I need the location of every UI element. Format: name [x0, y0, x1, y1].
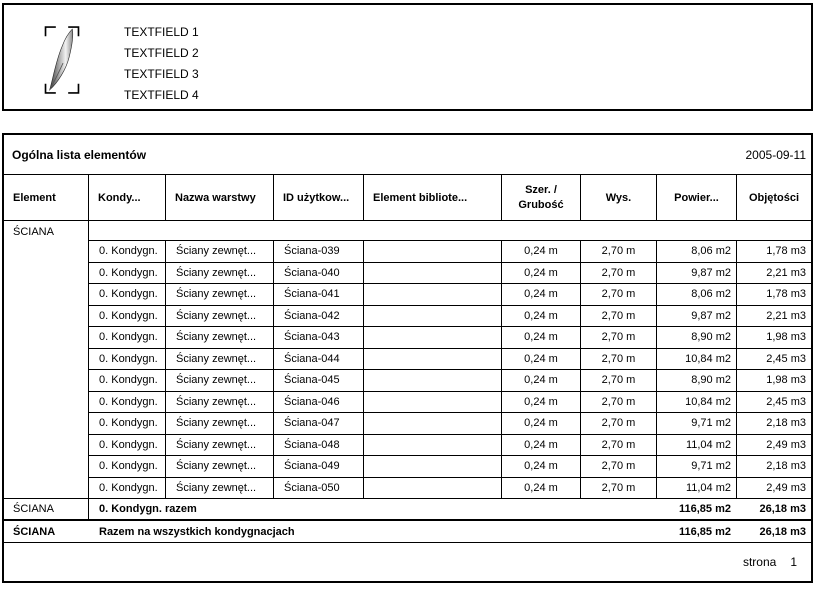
cell-id-uzytkownika: Ściana-046 — [274, 392, 364, 413]
element-group-cell — [4, 221, 89, 498]
table-row — [89, 456, 811, 478]
element-list-report — [2, 133, 813, 583]
cell-szerokosc: 0,24 m — [502, 306, 581, 327]
cell-szerokosc: 0,24 m — [502, 435, 581, 456]
page-footer — [4, 543, 811, 581]
bracket-bottom-right-icon — [68, 84, 78, 93]
cell-kondygnacja: 0. Kondygn. — [89, 284, 166, 305]
table-row — [89, 435, 811, 457]
cell-wysokosc: 2,70 m — [581, 349, 657, 370]
cell-element-biblioteczny — [364, 263, 502, 284]
cell-id-uzytkownika: Ściana-039 — [274, 241, 364, 262]
cell-element-biblioteczny — [364, 456, 502, 477]
cell-szerokosc: 0,24 m — [502, 349, 581, 370]
cell-szerokosc: 0,24 m — [502, 370, 581, 391]
cell-nazwa-warstwy: Ściany zewnęt... — [166, 370, 274, 391]
cell-objetosc: 2,18 m3 — [766, 460, 806, 473]
page-number: 1 — [790, 555, 797, 569]
col-header-objetosci: Objętości — [748, 191, 800, 204]
table-body — [4, 221, 811, 499]
cell-powierzchnia: 10,84 m2 — [657, 392, 737, 413]
cell-objetosc: 2,21 m3 — [766, 309, 806, 322]
cell-kondygnacja: 0. Kondygn. — [89, 392, 166, 413]
element-group-label: ŚCIANA — [13, 226, 54, 238]
header-logo-box — [2, 3, 813, 111]
table-row — [89, 370, 811, 392]
table-row — [89, 478, 811, 499]
cell-wysokosc: 2,70 m — [581, 306, 657, 327]
cell-powierzchnia: 8,06 m2 — [657, 284, 737, 305]
table-row — [89, 306, 811, 328]
cell-wysokosc: 2,70 m — [581, 284, 657, 305]
cell-element-biblioteczny — [364, 306, 502, 327]
cell-objetosc: 2,21 m3 — [766, 266, 806, 279]
storey-total-volume: 26,18 m3 — [759, 503, 806, 515]
cell-wysokosc: 2,70 m — [581, 435, 657, 456]
cell-kondygnacja: 0. Kondygn. — [89, 435, 166, 456]
cell-nazwa-warstwy: Ściany zewnęt... — [166, 263, 274, 284]
cell-powierzchnia: 9,71 m2 — [657, 413, 737, 434]
textfield-list — [124, 22, 199, 106]
textfield-label: TEXTFIELD 1 — [124, 25, 199, 39]
cell-kondygnacja: 0. Kondygn. — [89, 349, 166, 370]
cell-szerokosc: 0,24 m — [502, 263, 581, 284]
cell-objetosc: 1,78 m3 — [766, 245, 806, 258]
cell-nazwa-warstwy: Ściany zewnęt... — [166, 435, 274, 456]
cell-id-uzytkownika: Ściana-049 — [274, 456, 364, 477]
table-row — [89, 241, 811, 263]
cell-wysokosc: 2,70 m — [581, 241, 657, 262]
grand-total-label: Razem na wszystkich kondygnacjach — [99, 525, 295, 538]
cell-nazwa-warstwy: Ściany zewnęt... — [166, 413, 274, 434]
textfield-label: TEXTFIELD 3 — [124, 67, 199, 81]
cell-wysokosc: 2,70 m — [581, 327, 657, 348]
cell-powierzchnia: 8,90 m2 — [657, 370, 737, 391]
col-header-szer-grubosc: Szer. / Grubość — [502, 175, 581, 220]
page-indicator-label: strona — [742, 555, 777, 569]
cell-szerokosc: 0,24 m — [502, 456, 581, 477]
cell-element-biblioteczny — [364, 241, 502, 262]
table-row — [89, 392, 811, 414]
cell-nazwa-warstwy: Ściany zewnęt... — [166, 306, 274, 327]
cell-nazwa-warstwy: Ściany zewnęt... — [166, 392, 274, 413]
cell-id-uzytkownika: Ściana-050 — [274, 478, 364, 499]
cell-objetosc: 1,98 m3 — [766, 331, 806, 344]
cell-nazwa-warstwy: Ściany zewnęt... — [166, 284, 274, 305]
cell-id-uzytkownika: Ściana-041 — [274, 284, 364, 305]
cell-nazwa-warstwy: Ściany zewnęt... — [166, 241, 274, 262]
cell-element-biblioteczny — [364, 413, 502, 434]
cell-powierzchnia: 8,90 m2 — [657, 327, 737, 348]
grand-total-row — [4, 521, 811, 543]
cell-kondygnacja: 0. Kondygn. — [89, 370, 166, 391]
group-spacer-row — [89, 221, 811, 241]
table-header-row — [4, 175, 811, 221]
cell-wysokosc: 2,70 m — [581, 413, 657, 434]
cell-kondygnacja: 0. Kondygn. — [89, 327, 166, 348]
cell-id-uzytkownika: Ściana-040 — [274, 263, 364, 284]
table-row — [89, 284, 811, 306]
cell-wysokosc: 2,70 m — [581, 263, 657, 284]
cell-element-biblioteczny — [364, 349, 502, 370]
cell-powierzchnia: 10,84 m2 — [657, 349, 737, 370]
quill-feather-icon — [44, 26, 80, 94]
col-header-kondygnacja: Kondy... — [89, 175, 166, 220]
cell-szerokosc: 0,24 m — [502, 327, 581, 348]
grand-total-area: 116,85 m2 — [679, 525, 731, 538]
cell-objetosc: 2,45 m3 — [766, 352, 806, 365]
cell-objetosc: 1,78 m3 — [766, 288, 806, 301]
cell-objetosc: 2,45 m3 — [766, 395, 806, 408]
cell-kondygnacja: 0. Kondygn. — [89, 413, 166, 434]
storey-total-label: 0. Kondygn. razem — [99, 503, 197, 515]
cell-id-uzytkownika: Ściana-045 — [274, 370, 364, 391]
textfield-label: TEXTFIELD 2 — [124, 46, 199, 60]
cell-szerokosc: 0,24 m — [502, 392, 581, 413]
cell-id-uzytkownika: Ściana-047 — [274, 413, 364, 434]
cell-id-uzytkownika: Ściana-042 — [274, 306, 364, 327]
rows-area — [89, 221, 811, 498]
table-row — [89, 327, 811, 349]
feather-shape — [50, 29, 73, 90]
col-header-id-uzytkownika: ID użytkow... — [274, 175, 364, 220]
cell-id-uzytkownika: Ściana-048 — [274, 435, 364, 456]
cell-kondygnacja: 0. Kondygn. — [89, 456, 166, 477]
cell-kondygnacja: 0. Kondygn. — [89, 478, 166, 499]
col-header-wys: Wys. — [581, 175, 657, 220]
cell-szerokosc: 0,24 m — [502, 478, 581, 499]
cell-element-biblioteczny — [364, 284, 502, 305]
grand-total-element-label: ŚCIANA — [13, 525, 56, 538]
cell-kondygnacja: 0. Kondygn. — [89, 241, 166, 262]
cell-powierzchnia: 9,71 m2 — [657, 456, 737, 477]
cell-szerokosc: 0,24 m — [502, 284, 581, 305]
col-header-nazwa-warstwy: Nazwa warstwy — [166, 175, 274, 220]
cell-powierzchnia: 11,04 m2 — [657, 435, 737, 456]
cell-id-uzytkownika: Ściana-044 — [274, 349, 364, 370]
cell-nazwa-warstwy: Ściany zewnęt... — [166, 478, 274, 499]
cell-element-biblioteczny — [364, 370, 502, 391]
cell-id-uzytkownika: Ściana-043 — [274, 327, 364, 348]
cell-kondygnacja: 0. Kondygn. — [89, 306, 166, 327]
bracket-top-left-icon — [46, 27, 56, 36]
col-header-element-biblioteczny: Element bibliote... — [364, 175, 502, 220]
cell-element-biblioteczny — [364, 327, 502, 348]
cell-nazwa-warstwy: Ściany zewnęt... — [166, 456, 274, 477]
report-title-row — [4, 135, 811, 175]
cell-nazwa-warstwy: Ściany zewnęt... — [166, 349, 274, 370]
cell-nazwa-warstwy: Ściany zewnęt... — [166, 327, 274, 348]
storey-total-area: 116,85 m2 — [679, 503, 731, 515]
cell-objetosc: 2,49 m3 — [766, 438, 806, 451]
cell-objetosc: 2,49 m3 — [766, 481, 806, 494]
cell-wysokosc: 2,70 m — [581, 478, 657, 499]
report-title: Ogólna lista elementów — [12, 147, 147, 162]
textfield-label: TEXTFIELD 4 — [124, 88, 199, 102]
table-row — [89, 413, 811, 435]
data-rows — [89, 241, 811, 498]
cell-element-biblioteczny — [364, 392, 502, 413]
col-header-element: Element — [4, 175, 89, 220]
cell-powierzchnia: 9,87 m2 — [657, 306, 737, 327]
cell-objetosc: 2,18 m3 — [766, 417, 806, 430]
cell-kondygnacja: 0. Kondygn. — [89, 263, 166, 284]
table-row — [89, 349, 811, 371]
cell-powierzchnia: 8,06 m2 — [657, 241, 737, 262]
logo-placeholder — [44, 26, 80, 94]
grand-total-volume: 26,18 m3 — [759, 525, 806, 538]
cell-szerokosc: 0,24 m — [502, 413, 581, 434]
storey-total-row — [4, 499, 811, 521]
cell-wysokosc: 2,70 m — [581, 370, 657, 391]
cell-szerokosc: 0,24 m — [502, 241, 581, 262]
cell-element-biblioteczny — [364, 435, 502, 456]
col-header-powierzchnia: Powier... — [657, 175, 737, 220]
cell-powierzchnia: 11,04 m2 — [657, 478, 737, 499]
cell-element-biblioteczny — [364, 478, 502, 499]
cell-wysokosc: 2,70 m — [581, 456, 657, 477]
cell-objetosc: 1,98 m3 — [766, 374, 806, 387]
cell-wysokosc: 2,70 m — [581, 392, 657, 413]
cell-powierzchnia: 9,87 m2 — [657, 263, 737, 284]
total-element-label: ŚCIANA — [4, 499, 89, 519]
report-date: 2005-09-11 — [745, 147, 806, 162]
table-row — [89, 263, 811, 285]
